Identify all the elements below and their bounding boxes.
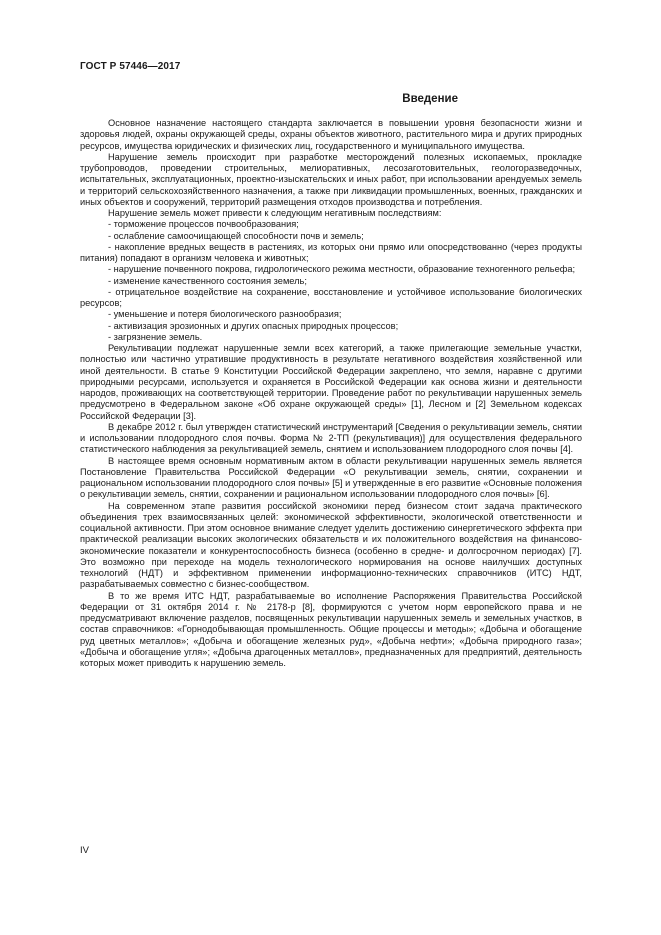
- paragraph: Основное назначение настоящего стандарта заключается в повышении уровня безопасности жизни и здоровья людей, охраны окружающей среды, охраны объектов животного, растительного мира и других природных ресурсов, имущества юридических и физических лиц, государственного и муниципального имущества.: [80, 118, 582, 151]
- page-number: IV: [80, 845, 89, 856]
- paragraph: Нарушение земель происходит при разработке месторождений полезных ископаемых, прокладке трубопроводов, проведении строительных, мелиоративных, лесозаготовительных, геологоразведочных, испытательных, эксплуатационных, проектно-изыскательских и иных работ, при использовании арендуемых земель и территорий сельскохозяйственного назначения, а также при ликвидации промышленных, военных, гражданских и иных объектов и сооружений, территорий размещения отходов производства и потребления.: [80, 151, 582, 207]
- list-item: - изменение качественного состояния земель;: [108, 275, 307, 286]
- list-item: - отрицательное воздействие на сохранение, восстановление и устойчивое использование биологических ресурсов;: [80, 286, 582, 308]
- list-item: - ослабление самоочищающей способности почв и земель;: [108, 230, 364, 241]
- document-code-header: ГОСТ Р 57446—2017: [80, 61, 181, 72]
- list-item: - загрязнение земель.: [108, 331, 203, 342]
- paragraph: Рекультивации подлежат нарушенные земли всех категорий, а также прилегающие земельные участки, полностью или частично утратившие продуктивность в результате негативного воздействия хозяйственной или иной деятельности. В статье 9 Конституции Российской Федерации закреплено, что земля, наравне с другими природными ресурсами, используется и охраняется в Российской Федерации как основа жизни и деятельности народов, проживающих на соответствующей территории. Проведение работ по рекультивации нарушенных земель предусмотрено в Федеральном законе «Об охране окружающей среды» [1], Лесном и [2] Земельном кодексах Российской Федерации [3].: [80, 343, 582, 421]
- section-title: Введение: [402, 93, 458, 105]
- paragraph: На современном этапе развития российской экономики перед бизнесом стоит задача практического объединения трех взаимосвязанных целей: экономической эффективности, экологической ответственности и социальной активности. При этом основное внимание следует уделить достижению синергетического эффекта при практической реализации высоких экологических обязательств и их положительного воздействия на финансово-экономические показатели и конкурентоспособность бизнеса (особенно в средне- и долгосрочном периодах) [7]. Это возможно при переходе на модель технологического нормирования на основе наилучших доступных технологий (НДТ) и эффективном применении информационно-технических справочников (ИТС) НДТ, разрабатываемых совместно с бизнес-сообществом.: [80, 500, 582, 590]
- paragraph: В настоящее время основным нормативным актом в области рекультивации нарушенных земель является Постановление Правительства Российской Федерации «О рекультивации земель, снятии, сохранении и рациональном использовании плодородного слоя почвы» [5] и утвержденные в его развитие «Основные положения о рекультивации земель, снятии, сохранении и рациональном использовании плодородного слоя почвы» [6].: [80, 455, 582, 500]
- list-item: - торможение процессов почвообразования;: [108, 219, 299, 230]
- paragraph: В то же время ИТС НДТ, разрабатываемые во исполнение Распоряжения Правительства Российской Федерации от 31 октября 2014 г. № 2178-р [8], формируются с учетом норм европейского права и не предусматривают включение разделов, посвященных рекультивации нарушенных земель и земельных участков, в состав справочников: «Горнодобывающая промышленность. Общие процессы и методы»; «Добыча и обогащение руд цветных металлов»; «Добыча и обогащение железных руд», «Добыча нефти»; «Добыча природного газа»; «Добыча и обогащение угля»; «Добыча драгоценных металлов», предназначенных для предприятий, деятельность которых может приводить к нарушению земель.: [80, 590, 582, 668]
- body-text: [80, 118, 582, 669]
- list-item: - уменьшение и потеря биологического разнообразия;: [108, 309, 342, 320]
- section-title-wrapper: [80, 93, 582, 105]
- paragraph: В декабре 2012 г. был утвержден статистический инструментарий [Сведения о рекультивации земель, снятии и использовании плодородного слоя почвы. Форма № 2-ТП (рекультивация)] для осуществления федерального статистического наблюдения за рекультивацией земель, снятием и использованием плодородного слоя почвы [4].: [80, 421, 582, 455]
- list-item: - активизация эрозионных и других опасных природных процессов;: [108, 320, 399, 331]
- list-item: - накопление вредных веществ в растениях, из которых они прямо или опосредствованно (через продукты питания) попадают в организм человека и животных;: [80, 241, 582, 263]
- list-item: - нарушение почвенного покрова, гидрологического режима местности, образование техногенного рельефа;: [108, 264, 576, 275]
- paragraph: Нарушение земель может привести к следующим негативным последствиям:: [108, 208, 442, 218]
